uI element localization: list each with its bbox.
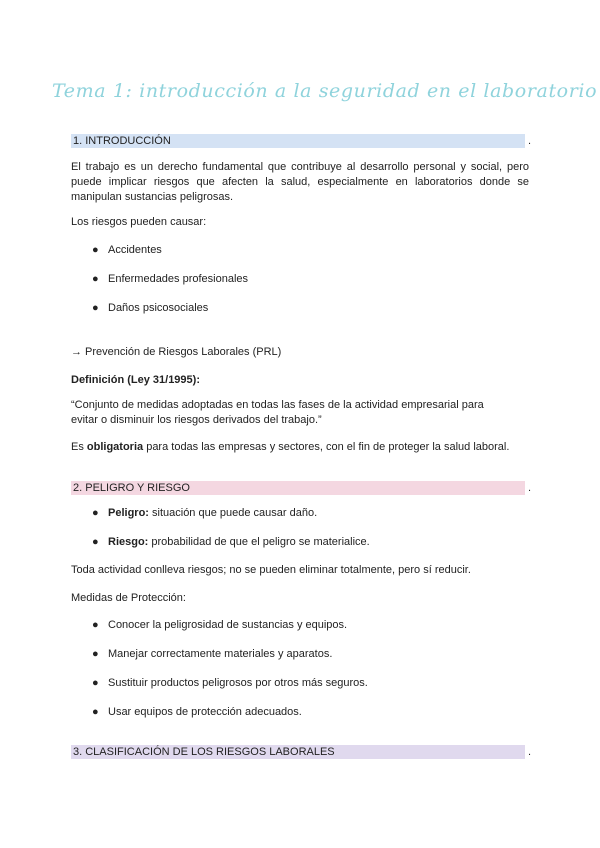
section-heading-peligro-riesgo (71, 481, 531, 495)
bullet-icon: ● (92, 619, 99, 631)
definition-label: Definición (Ley 31/1995): (71, 374, 200, 386)
bullet-icon: ● (92, 507, 99, 519)
list-item: ● Conocer la peligrosidad de sustancias y equipos. (92, 619, 348, 631)
risk-note: Toda actividad conlleva riesgos; no se pueden eliminar totalmente, pero sí reducir. (71, 564, 471, 576)
bullet-icon: ● (92, 706, 99, 718)
list-item: ● Peligro: situación que puede causar daño. (92, 507, 318, 519)
section-heading-text: 3. CLASIFICACIÓN DE LOS RIESGOS LABORALES (73, 746, 335, 758)
bullet-icon: ● (92, 273, 99, 285)
list-item: ● Enfermedades profesionales (92, 273, 249, 285)
bullet-icon: ● (92, 677, 99, 689)
prl-heading: → Prevención de Riesgos Laborales (PRL) (71, 346, 282, 358)
page-title: Tema 1: introducción a la seguridad en el laboratorio (52, 80, 598, 102)
section-heading-clasificacion (71, 745, 531, 759)
mandatory-sentence: Es obligatoria para todas las empresas y sectores, con el fin de proteger la salud laboral. (71, 441, 510, 453)
section-heading-dot: . (527, 482, 531, 494)
section-heading-text: 2. PELIGRO Y RIESGO (73, 482, 190, 494)
list-item: ● Riesgo: probabilidad de que el peligro se materialice. (92, 536, 370, 548)
list-item: ● Accidentes (92, 244, 162, 256)
bullet-icon: ● (92, 536, 99, 548)
list-item: ● Sustituir productos peligrosos por otros más seguros. (92, 677, 368, 689)
list-item: ● Usar equipos de protección adecuados. (92, 706, 302, 718)
definition-quote: “Conjunto de medidas adoptadas en todas las fases de la actividad empresarial para evitar o disminuir los riesgos derivados del trabajo.” (71, 399, 484, 426)
section-heading-introduccion (71, 134, 531, 148)
list-item: ● Manejar correctamente materiales y aparatos. (92, 648, 333, 660)
bullet-icon: ● (92, 648, 99, 660)
bullet-icon: ● (92, 244, 99, 256)
measures-intro: Medidas de Protección: (71, 592, 186, 604)
section-heading-dot: . (527, 135, 531, 147)
intro-paragraph: El trabajo es un derecho fundamental que contribuye al desarrollo personal y social, pero puede implicar riesgos que afecten la salud, especialmente en laboratorios donde se manipulan sustancias peligrosas. (71, 161, 529, 203)
risks-intro: Los riesgos pueden causar: (71, 216, 207, 228)
section-heading-text: 1. INTRODUCCIÓN (73, 135, 171, 147)
bullet-icon: ● (92, 302, 99, 314)
section-heading-dot: . (527, 746, 531, 758)
list-item: ● Daños psicosociales (92, 302, 209, 314)
